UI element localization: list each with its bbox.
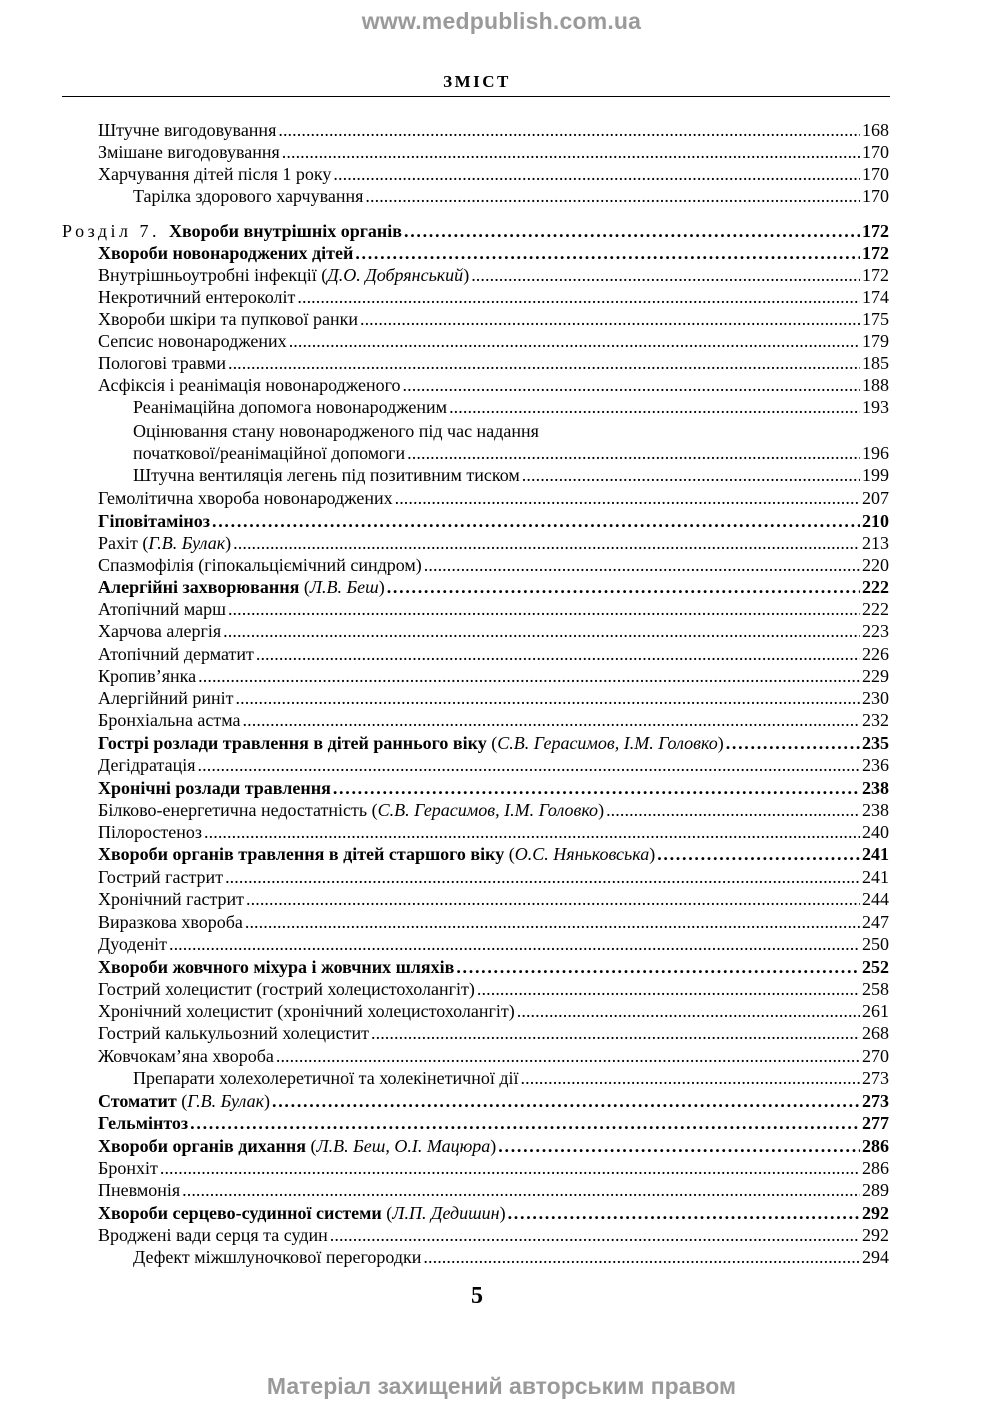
toc-entry-title: Асфіксія і реанімація новонародженого [98, 375, 401, 395]
leader-dots [236, 687, 860, 709]
toc-entry-page: 168 [862, 120, 889, 140]
toc-entry [98, 510, 889, 532]
toc-entry-page: 188 [862, 375, 889, 395]
toc-entry-title: Дегідратація [98, 755, 196, 775]
toc-entry-author: Д.О. Добрянський [327, 265, 464, 285]
toc-entry [98, 352, 889, 374]
toc-entry-title: Препарати холехолеретичної та холекінетичної дії [133, 1068, 519, 1088]
leader-dots [276, 1045, 860, 1067]
toc-entry-title: Гострий калькульозний холецистит [98, 1023, 369, 1043]
toc-entry-title: Алергійні захворювання [98, 577, 300, 597]
toc-entry-page: 277 [862, 1113, 889, 1133]
leader-dots [365, 185, 860, 207]
toc-entry [98, 242, 889, 264]
toc-entry-title: Вроджені вади серця та судин [98, 1225, 328, 1245]
toc-entry [98, 1224, 889, 1246]
leader-dots [456, 956, 860, 978]
toc-entry-title: Хвороби серцево-судинної системи [98, 1203, 382, 1223]
toc-entry-page: 294 [862, 1247, 889, 1267]
leader-dots [212, 510, 860, 532]
toc-entry-title: Рахіт [98, 533, 138, 553]
toc-entry [133, 396, 889, 418]
toc-entry-title: Хронічні розлади травлення [98, 778, 331, 798]
toc-entry-page: 170 [862, 142, 889, 162]
toc-entry-page: 244 [862, 889, 889, 909]
toc-entry-page: 258 [862, 979, 889, 999]
toc-entry [98, 1112, 889, 1134]
leader-dots [403, 374, 860, 396]
toc-entry-page: 261 [862, 1001, 889, 1021]
toc-entry [98, 1000, 889, 1022]
toc-entry [98, 141, 889, 163]
toc-entry [98, 665, 889, 687]
section-prefix: Розділ 7. [62, 221, 160, 241]
leader-dots [471, 264, 860, 286]
toc-entry-title: Штучне вигодовування [98, 120, 277, 140]
toc-entry-title: Гемолітична хвороба новонароджених [98, 488, 393, 508]
toc-entry: Стоматит (Г.В. Булак) . . . 273 [98, 1090, 889, 1112]
toc-entry-title: Спазмофілія (гіпокальціємічний синдром) [98, 555, 422, 575]
leader-dots [355, 242, 860, 264]
leader-dots [360, 308, 860, 330]
leader-dots [243, 709, 860, 731]
toc-entry [98, 866, 889, 888]
leader-dots [606, 799, 860, 821]
page-number: 5 [471, 1283, 483, 1309]
leader-dots [517, 1000, 860, 1022]
leader-dots [228, 598, 860, 620]
toc-entry-page: 172 [862, 243, 889, 263]
leader-dots [522, 464, 860, 486]
toc-entry [98, 933, 889, 955]
toc-entry-page: 286 [862, 1136, 889, 1156]
toc-entry-title: Хвороби органів травлення в дітей старшого віку [98, 844, 505, 864]
leader-dots [521, 1067, 860, 1089]
toc-entry-title: Хвороби внутрішніх органів [169, 221, 402, 241]
toc-entry-title: Харчування дітей після 1 року [98, 164, 332, 184]
toc-entry [98, 374, 889, 396]
toc-entry-title: Виразкова хвороба [98, 912, 243, 932]
leader-dots [333, 777, 860, 799]
copyright-watermark: Матеріал захищений авторським правом [266, 1373, 737, 1399]
toc-entry-author: Л.В. Беш [309, 577, 379, 597]
toc-entry-page: 199 [862, 465, 889, 485]
toc-entry-title: Сепсис новонароджених [98, 331, 287, 351]
toc-entry-author: Г.В. Булак [148, 533, 226, 553]
toc-entry-page: 185 [862, 353, 889, 373]
toc-entry-title: Кропив’янка [98, 666, 197, 686]
header-divider [62, 96, 890, 97]
toc-entry [133, 464, 889, 486]
leader-dots [169, 933, 860, 955]
leader-dots [246, 888, 860, 910]
leader-dots [282, 141, 860, 163]
toc-entry-title: Алергійний риніт [98, 688, 234, 708]
toc-entry-page: 230 [862, 688, 889, 708]
toc-entry-page: 170 [862, 164, 889, 184]
leader-dots [477, 978, 860, 1000]
toc-entry-title: Харчова алергія [98, 621, 222, 641]
toc-entry [98, 598, 889, 620]
toc-entry-author: С.В. Герасимов, І.М. Головко [497, 733, 718, 753]
leader-dots [289, 330, 860, 352]
leader-dots [278, 119, 860, 141]
toc-entry-title: Атопічний марш [98, 599, 226, 619]
toc-entry-page: 229 [862, 666, 889, 686]
toc-entry-title: Гострий холецистит (гострий холецистохолангіт) [98, 979, 475, 999]
leader-dots [233, 532, 860, 554]
toc-entry-title: Хронічний гастрит [98, 889, 245, 909]
leader-dots [223, 620, 860, 642]
toc-entry-author: Г.В. Булак [187, 1091, 265, 1111]
leader-dots [190, 1112, 860, 1134]
toc-entry-title-line1: Оцінювання стану новонародженого під час надання [133, 421, 539, 441]
toc-entry-page: 170 [862, 186, 889, 206]
toc-entry [98, 1022, 889, 1044]
toc-entry-author: Л.В. Беш, О.І. Мацюра [316, 1136, 491, 1156]
toc-entry [98, 709, 889, 731]
toc-entry-page: 175 [862, 309, 889, 329]
toc-entry [98, 554, 889, 576]
toc-entry [133, 442, 889, 464]
toc-entry-page: 273 [862, 1068, 889, 1088]
toc-entry: Внутрішньоутробні інфекції (Д.О. Добрянський) . . . 172 [98, 264, 889, 286]
leader-dots [657, 843, 860, 865]
leader-dots [508, 1202, 860, 1224]
leader-dots [423, 1246, 860, 1268]
toc-entry-title: Атопічний дерматит [98, 644, 254, 664]
toc-entry-author: С.В. Герасимов, І.М. Головко [377, 800, 599, 820]
toc-entry [98, 956, 889, 978]
toc-entry-page: 196 [862, 443, 889, 463]
toc-entry-page: 292 [862, 1225, 889, 1245]
toc-entry-title: Хронічний холецистит (хронічний холецистохолангіт) [98, 1001, 515, 1021]
leader-dots [245, 911, 860, 933]
leader-dots [498, 1135, 860, 1157]
leader-dots [387, 576, 860, 598]
toc-entry [98, 119, 889, 141]
toc-entry-title-line2: початкової/реанімаційної допомоги [133, 443, 406, 463]
toc-entry-page: 238 [862, 800, 889, 820]
leader-dots [371, 1022, 860, 1044]
toc-entry-title: Некротичний ентероколіт [98, 287, 296, 307]
toc-entry-page: 235 [862, 733, 889, 753]
toc-entry-page: 273 [862, 1091, 889, 1111]
toc-entry [98, 620, 889, 642]
toc-entry-page: 226 [862, 644, 889, 664]
leader-dots [726, 732, 860, 754]
toc-entry-page: 241 [862, 867, 889, 887]
toc-entry-page: 210 [862, 511, 889, 531]
toc-entry-title: Пілоростеноз [98, 822, 203, 842]
toc-entry [98, 643, 889, 665]
toc-entry-page: 252 [862, 957, 889, 977]
toc-entry-title: Гіповітаміноз [98, 511, 211, 531]
toc-entry-page: 286 [862, 1158, 889, 1178]
page-title: ЗМІСТ [443, 72, 511, 91]
leader-dots [333, 163, 860, 185]
toc-entry [133, 1246, 889, 1268]
leader-dots [272, 1090, 860, 1112]
toc-entry-page: 238 [862, 778, 889, 798]
toc-entry-page: 213 [862, 533, 889, 553]
toc-entry: Гострі розлади травлення в дітей раннього віку (С.В. Герасимов, І.М. Головко) . . . 235 [98, 732, 889, 754]
toc-entry-page: 241 [862, 844, 889, 864]
leader-dots [297, 286, 860, 308]
leader-dots [204, 821, 860, 843]
toc-entry: Алергійні захворювання (Л.В. Беш) . . . 222 [98, 576, 889, 598]
toc-entry-page: 174 [862, 287, 889, 307]
leader-dots [160, 1157, 860, 1179]
toc-entry-page: 250 [862, 934, 889, 954]
toc-section-heading [62, 220, 889, 242]
toc-entry-title: Хвороби органів дихання [98, 1136, 306, 1156]
toc-entry-page: 222 [862, 577, 889, 597]
leader-dots [424, 554, 860, 576]
toc-entry-page: 247 [862, 912, 889, 932]
toc-entry [98, 888, 889, 910]
toc-entry-author: Л.П. Дедишин [392, 1203, 500, 1223]
toc-entry-page: 172 [862, 221, 889, 241]
toc-entry: Хвороби органів травлення в дітей старшого віку (О.С. Няньковська) . . . 241 [98, 843, 889, 865]
toc-entry-page: 240 [862, 822, 889, 842]
toc-entry [98, 330, 889, 352]
toc-entry-page: 232 [862, 710, 889, 730]
toc-entry-title: Бронхіальна астма [98, 710, 241, 730]
toc-entry-title: Реанімаційна допомога новонародженим [133, 397, 448, 417]
toc-entry-page: 179 [862, 331, 889, 351]
toc-entry-page: 172 [862, 265, 889, 285]
toc-entry [98, 687, 889, 709]
toc-entry-title: Стоматит [98, 1091, 177, 1111]
toc-entry [98, 821, 889, 843]
toc-entry: Білково-енергетична недостатність (С.В. Герасимов, І.М. Головко) . . . 238 [98, 799, 889, 821]
toc-entry [98, 978, 889, 1000]
toc-entry-title: Пологові травми [98, 353, 226, 373]
leader-dots [330, 1224, 860, 1246]
toc-entry-page: 220 [862, 555, 889, 575]
toc-entry [98, 308, 889, 330]
leader-dots [449, 396, 860, 418]
leader-dots [256, 643, 860, 665]
toc-entry-page: 268 [862, 1023, 889, 1043]
toc-entry-page: 207 [862, 488, 889, 508]
toc-entry-title: Жовчокам’яна хвороба [98, 1046, 274, 1066]
toc-entry-title: Тарілка здорового харчування [133, 186, 364, 206]
toc-entry [98, 487, 889, 509]
toc-entry-title: Штучна вентиляція легень під позитивним тиском [133, 465, 520, 485]
toc-entry-title: Бронхіт [98, 1158, 158, 1178]
leader-dots [225, 866, 860, 888]
toc-entry-title: Білково-енергетична недостатність [98, 800, 368, 820]
toc-entry: Хвороби органів дихання (Л.В. Беш, О.І. Мацюра) . . . 286 [98, 1135, 889, 1157]
toc-entry: Хвороби серцево-судинної системи (Л.П. Дедишин) . . . 292 [98, 1202, 889, 1224]
toc-entry-title: Дефект міжшлуночкової перегородки [133, 1247, 422, 1267]
toc-entry-page: 292 [862, 1203, 889, 1223]
toc-entry [98, 1157, 889, 1179]
toc-entry [98, 286, 889, 308]
toc-entry-page: 223 [862, 621, 889, 641]
toc-entry [98, 777, 889, 799]
toc-entry-title: Гострий гастрит [98, 867, 224, 887]
toc-entry-title: Хвороби жовчного міхура і жовчних шляхів [98, 957, 455, 977]
leader-dots [182, 1179, 860, 1201]
toc-entry-title: Внутрішньоутробні інфекції [98, 265, 317, 285]
toc-entry [98, 1179, 889, 1201]
toc-entry-page: 222 [862, 599, 889, 619]
toc-entry [98, 911, 889, 933]
toc-entry-title: Гострі розлади травлення в дітей раннього віку [98, 733, 487, 753]
toc-entry [98, 1045, 889, 1067]
leader-dots [404, 220, 860, 242]
toc-entry [133, 1067, 889, 1089]
toc-entry-title: Хвороби новонароджених дітей [98, 243, 354, 263]
leader-dots [198, 754, 860, 776]
toc-entry-title: Хвороби шкіри та пупкової ранки [98, 309, 358, 329]
leader-dots [228, 352, 860, 374]
toc-entry-title: Пневмонія [98, 1180, 181, 1200]
toc-entry [98, 754, 889, 776]
toc-entry-author: О.С. Няньковська [514, 844, 650, 864]
leader-dots [198, 665, 860, 687]
leader-dots [395, 487, 860, 509]
leader-dots [407, 442, 860, 464]
toc-entry-page: 289 [862, 1180, 889, 1200]
toc-entry-title: Дуоденіт [98, 934, 167, 954]
toc-entry-page: 236 [862, 755, 889, 775]
toc-entry-title: Змішане вигодовування [98, 142, 280, 162]
toc-entry-page: 270 [862, 1046, 889, 1066]
toc-entry [98, 163, 889, 185]
toc-entry-page: 193 [862, 397, 889, 417]
toc-entry-title: Гельмінтоз [98, 1113, 189, 1133]
toc-entry [133, 185, 889, 207]
toc-entry: Рахіт (Г.В. Булак) . . . 213 [98, 532, 889, 554]
site-url-watermark: www.medpublish.com.ua [361, 8, 642, 34]
